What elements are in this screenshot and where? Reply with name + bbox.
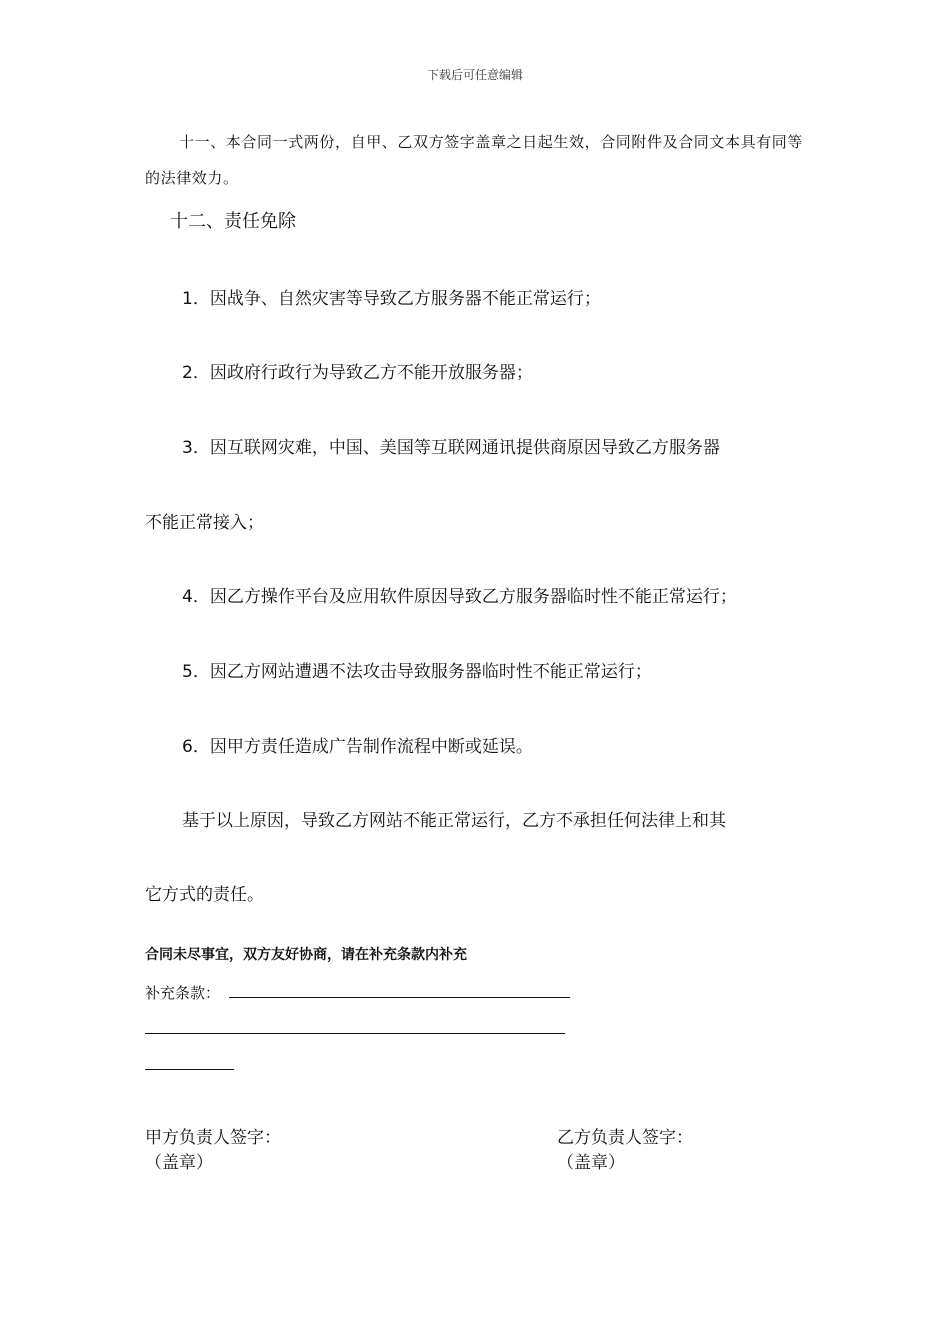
page-header: 下载后可任意编辑 [426,68,523,82]
party-a-signature-block [145,1126,281,1176]
party-a-seal-label: （盖章） [145,1153,213,1173]
exemption-conclusion-continued: 它方式的责任。 [145,885,264,905]
supplement-note: 合同未尽事宜，双方友好协商，请在补充条款内补充 [145,947,467,963]
exemption-item-5: 5．因乙方网站遭遇不法攻击导致服务器临时性不能正常运行； [182,662,652,682]
exemption-item-2: 2．因政府行政行为导致乙方不能开放服务器； [182,363,533,383]
party-b-signature-block [557,1126,693,1176]
supplement-label: 补充条款： [145,984,221,1002]
party-b-signature-label: 乙方负责人签字： [557,1128,693,1148]
clause-12-heading: 十二、责任免除 [170,211,296,232]
exemption-item-4: 4．因乙方操作平台及应用软件原因导致乙方服务器临时性不能正常运行； [182,587,737,607]
exemption-item-6: 6．因甲方责任造成广告制作流程中断或延误。 [182,737,533,757]
exemption-item-1: 1．因战争、自然灾害等导致乙方服务器不能正常运行； [182,289,601,309]
exemption-conclusion: 基于以上原因，导致乙方网站不能正常运行，乙方不承担任何法律上和其 [182,811,726,831]
clause-11-paragraph: 十一、本合同一式两份，自甲、乙双方签字盖章之日起生效，合同附件及合同文本具有同等的法律效力。 [145,133,804,187]
party-b-seal-label: （盖章） [557,1153,625,1173]
party-a-signature-label: 甲方负责人签字： [145,1128,281,1148]
supplement-blank-line-3 [145,1069,234,1070]
supplement-blank-line-2 [145,1033,565,1034]
exemption-item-3: 3．因互联网灾难，中国、美国等互联网通讯提供商原因导致乙方服务器 [182,438,720,458]
exemption-item-3-continued: 不能正常接入； [145,513,264,533]
supplement-blank-line-1 [229,997,570,998]
